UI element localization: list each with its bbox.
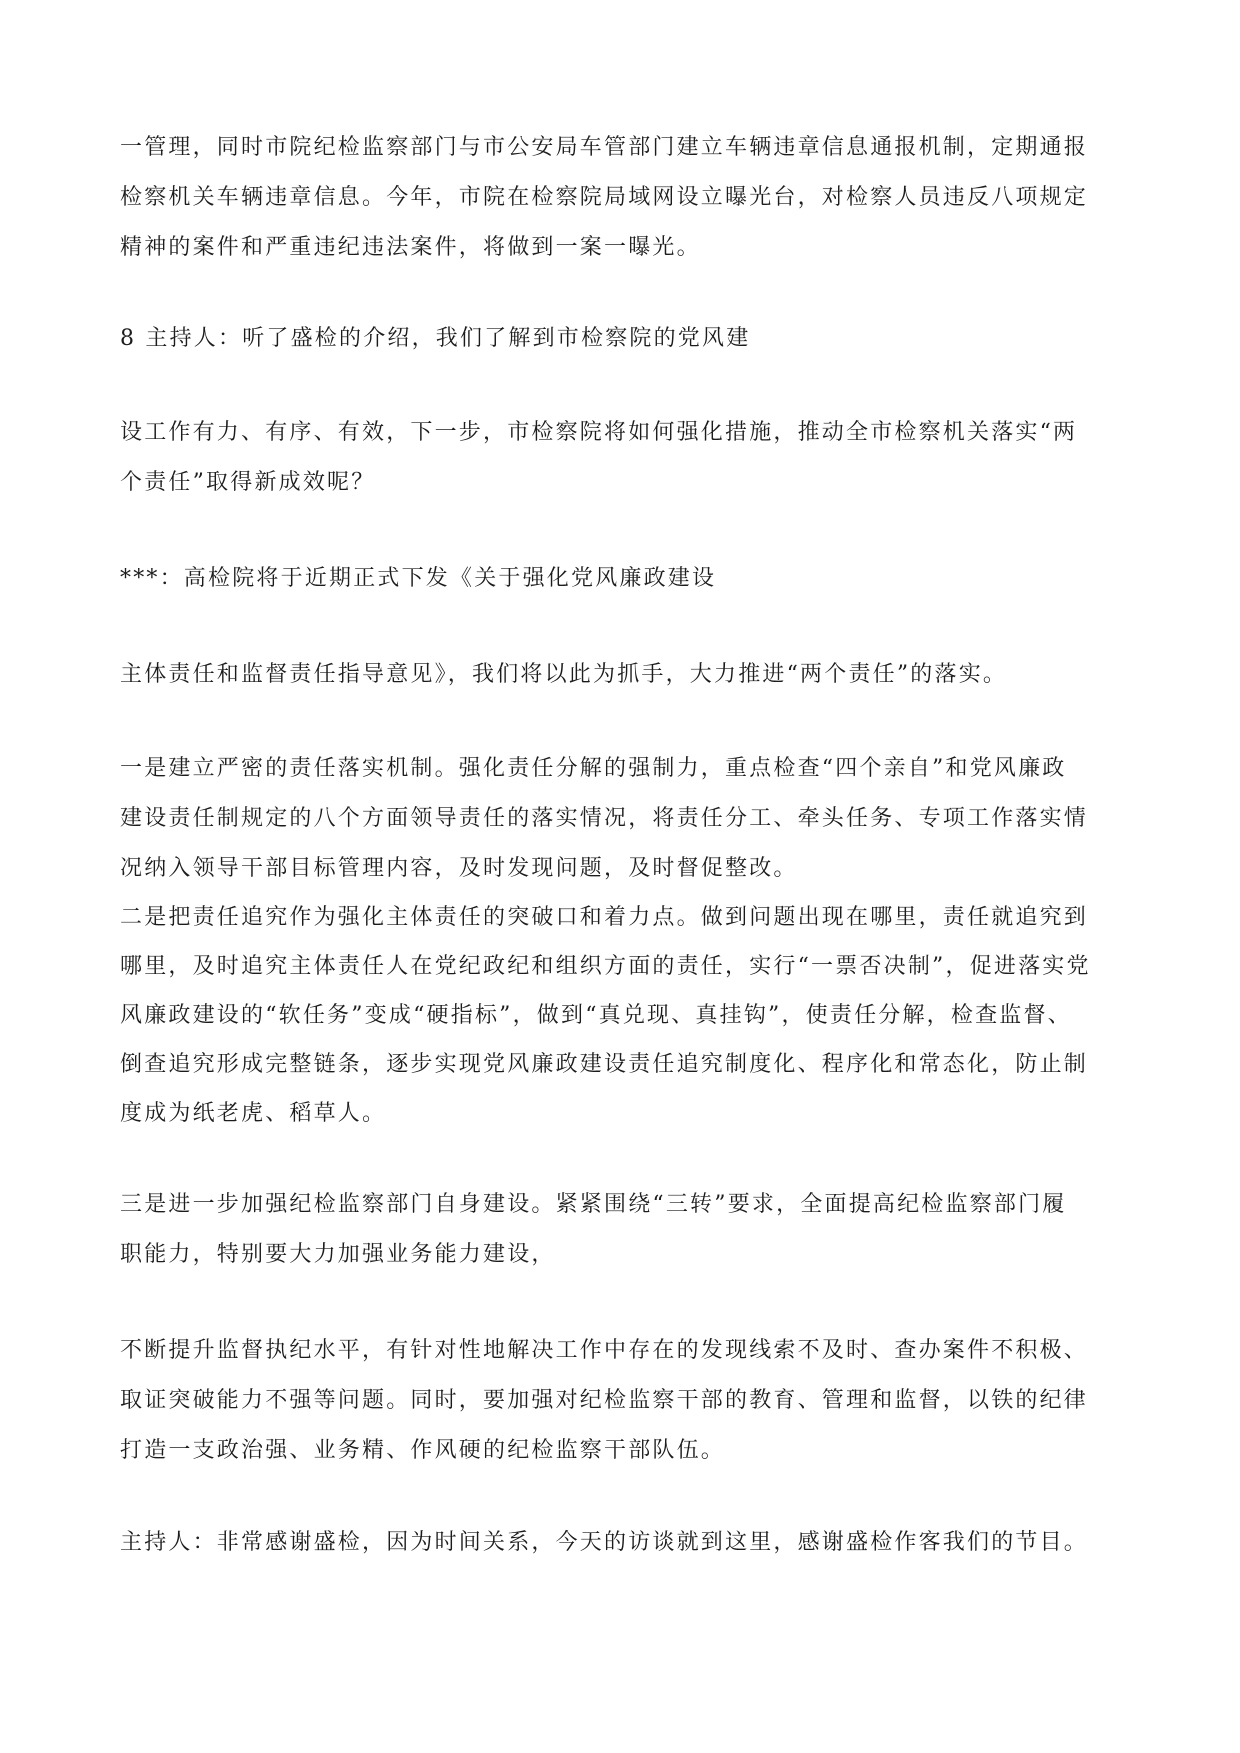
text-line: 建设责任制规定的八个方面领导责任的落实情况，将责任分工、牵头任务、专项工作落实情 <box>120 806 1089 831</box>
text-line: 哪里，及时追究主体责任人在党纪政纪和组织方面的责任，实行“一票否决制”，促进落实党 <box>120 954 1091 979</box>
text-line: 倒查追究形成完整链条，逐步实现党风廉政建设责任追究制度化、程序化和常态化，防止制 <box>120 1052 1089 1077</box>
text-line: 一管理，同时市院纪检监察部门与市公安局车管部门建立车辆违章信息通报机制，定期通报 <box>120 135 1089 160</box>
text-line: 职能力，特别要大力加强业务能力建设， <box>120 1242 556 1267</box>
text-line: 设工作有力、有序、有效，下一步，市检察院将如何强化措施，推动全市检察机关落实“两 <box>120 420 1078 445</box>
text-line: 主持人：非常感谢盛检，因为时间关系，今天的访谈就到这里，感谢盛检作客我们的节目。 <box>120 1530 1089 1555</box>
text-line: 取证突破能力不强等问题。同时，要加强对纪检监察干部的教育、管理和监督，以铁的纪律 <box>120 1388 1089 1413</box>
text-line: 二是把责任追究作为强化主体责任的突破口和着力点。做到问题出现在哪里，责任就追究到 <box>120 905 1089 930</box>
text-line: ***：高检院将于近期正式下发《关于强化党风廉政建设 <box>120 566 717 591</box>
text-line: 度成为纸老虎、稻草人。 <box>120 1101 387 1126</box>
text-line: 打造一支政治强、业务精、作风硬的纪检监察干部队伍。 <box>120 1438 726 1463</box>
text-line: 三是进一步加强纪检监察部门自身建设。紧紧围绕“三转”要求，全面提高纪检监察部门履 <box>120 1192 1067 1217</box>
text-line: 检察机关车辆违章信息。今年，市院在检察院局域网设立曝光台，对检察人员违反八项规定 <box>120 185 1089 210</box>
text-line: 主体责任和监督责任指导意见》，我们将以此为抓手，大力推进“两个责任”的落实。 <box>120 662 1008 687</box>
text-line: 个责任”取得新成效呢？ <box>120 470 376 495</box>
text-line: 不断提升监督执纪水平，有针对性地解决工作中存在的发现线索不及时、查办案件不积极、 <box>120 1338 1089 1363</box>
text-line: 况纳入领导干部目标管理内容，及时发现问题，及时督促整改。 <box>120 856 798 881</box>
text-line: 精神的案件和严重违纪违法案件，将做到一案一曝光。 <box>120 235 701 260</box>
text-line: 8 主持人：听了盛检的介绍，我们了解到市检察院的党风建 <box>120 326 751 351</box>
text-line: 一是建立严密的责任落实机制。强化责任分解的强制力，重点检查“四个亲自”和党风廉政 <box>120 756 1067 781</box>
text-line: 风廉政建设的“软任务”变成“硬指标”，做到“真兑现、真挂钩”，使责任分解，检查监督、 <box>120 1003 1072 1028</box>
